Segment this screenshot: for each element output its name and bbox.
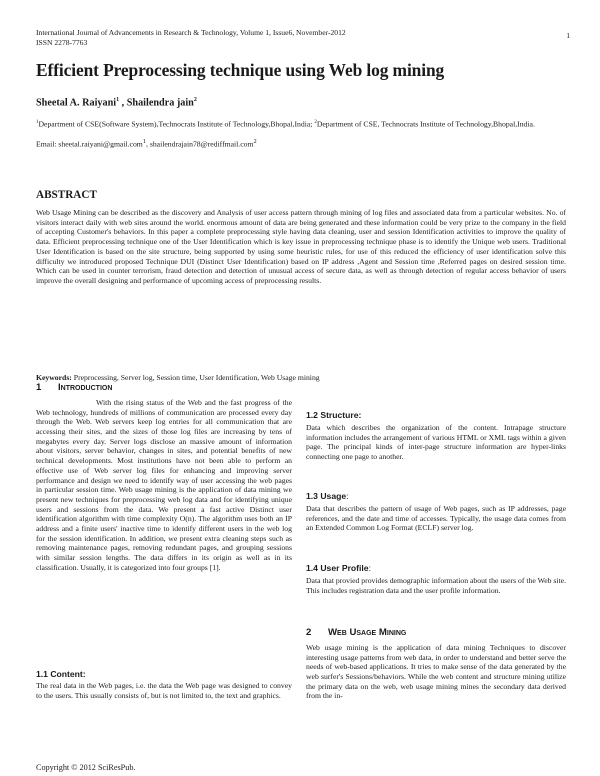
- affil-2-sup: 2: [314, 120, 317, 125]
- content-paragraph: The real data in the Web pages, i.e. the data the Web page was designed to convey to the users. This usually consists of, but is not limited to, the text and graphics.: [36, 681, 292, 700]
- keywords-text: Preprocessing, Server log, Session time, User Identification, Web Usage mining: [73, 373, 320, 382]
- subsection-1-4-heading: [306, 563, 371, 573]
- keywords: [36, 373, 566, 383]
- usage-colon: :: [346, 491, 349, 501]
- author-2-sup: 2: [193, 97, 197, 103]
- journal-header: International Journal of Advancements in Research & Technology, Volume 1, Issue6, November-2012: [36, 28, 346, 37]
- keywords-label: Keywords:: [36, 373, 74, 382]
- profile-colon: :: [368, 563, 371, 573]
- profile-title: 1.4 User Profile: [306, 563, 369, 573]
- email-label: Email:: [36, 139, 59, 149]
- affiliation-2: Department of CSE, Technocrats Institute of Technology,Bhopal,India.: [316, 119, 535, 129]
- section-2-number: 2: [306, 627, 312, 638]
- page-number: 1: [566, 31, 570, 40]
- author-list: [36, 97, 197, 108]
- email-2-sup: 2: [253, 138, 257, 145]
- email-line: [36, 137, 257, 149]
- intro-paragraph: With the rising status of the Web and the fast progress of the Web technology, hundreds of millions of communication are processed every day through the Web. Web servers keep log entries for all communication that are accessing their sites, and the sizes of those log files are increasing by tens of megabytes every day. Server logs disclose an massive amount of information about visitors, server behavior, changes in sites, and potential benefits of new technical developments. Most institutions have not been able to perform an effective use of Web server log files for enhancing and improving server performance and design we need to identify way of user accessing the web pages in particular session time. Web usage mining is the application of data mining we present new techniques for preprocessing web log data and for identifying unique users and sessions from the data. We present a fast active Distinct user identification algorithm with time complexity O(n). The algorithm uses both an IP address and a finite users' inactive time to identify different users in the web log for the session identification. In addition, we present extra cleaning steps such as removing maintenance pages, removing redundant pages, and grouping sessions with similar session lengths. The data differs in its origin as well as in its classification. Usually, it is categorized into four groups [1].: [36, 398, 292, 572]
- subsection-1-2-heading: 1.2 Structure:: [306, 410, 362, 420]
- profile-paragraph: Data that provied provides demographic information about the users of the Web site. This includes registration data and the user profile information.: [306, 576, 566, 595]
- author-separator: ,: [119, 97, 127, 109]
- paper-title: Efficient Preprocessing technique using Web log mining: [36, 60, 445, 80]
- affiliation-1: Department of CSE(Software System),Technocrats Institute of Technology,Bhopal,India;: [38, 119, 315, 129]
- abstract-text: Web Usage Mining can be described as the discovery and Analysis of user access pattern through mining of log files and associated data from a particular websites. No. of visitors interact daily with web sites around the world. enormous amount of data are being generated and these information could be very prize to the company in the field of accepting Customer's behaviors. In this paper a complete preprocessing style having data cleaning, user and session Identification activities to improve the quality of data. Efficient preprocessing technique one of the User Identification which is key issue in preprocessing technique phase is to identify the Unique web users. Traditional User Identification is based on the site structure, being supported by using some heuristic rules, for use of this reduced the efficiency of user identification solve this difficulty we introduced proposed Technique DUI (Distinct User Identification) based on IP address ,Agent and Session time ,Referred pages on desired session time. Which can be used in counter terrorism, fraud detection and detection of unusual access of secure data, as well as through detection of regular access behavior of users improve the overall designing and performance of upcoming access of preprocessing results.: [36, 208, 566, 285]
- copyright-footer: Copyright © 2012 SciResPub.: [36, 763, 136, 772]
- abstract-heading: ABSTRACT: [36, 189, 97, 201]
- subsection-1-3-heading: [306, 491, 349, 501]
- email-2[interactable]: shailendrajain78@rediffmail.com: [149, 139, 254, 149]
- affiliations: [36, 118, 566, 129]
- author-1-sup: 1: [116, 97, 120, 103]
- usage-title: 1.3 Usage: [306, 491, 347, 501]
- email-1-sup: 1: [142, 138, 146, 145]
- email-separator: ,: [145, 139, 150, 149]
- wum-paragraph: Web usage mining is the application of data mining Techniques to discover interesting usage patterns from web data, in order to understand and better serve the needs of web-based applications. It tries to make sense of the data generated by the web surfer's Sessions/behaviors. While the web content and structure mining utilize the primary data on the web, web usage mining mines the secondary data derived from the in-: [306, 643, 566, 701]
- section-1-number: 1: [36, 382, 42, 393]
- author-2: Shailendra jain: [126, 97, 194, 109]
- usage-paragraph: Data that describes the pattern of usage of Web pages, such as IP addresses, page references, and the date and time of accesses. Typically, the usage data comes from an Extended Common Log Format (ECLF) server log.: [306, 504, 566, 533]
- section-1-heading: [36, 382, 112, 393]
- section-2-heading: [306, 627, 406, 638]
- issn: ISSN 2278-7763: [36, 38, 88, 47]
- affil-1-sup: 1: [36, 120, 39, 125]
- author-1: Sheetal A. Raiyani: [36, 97, 117, 109]
- section-2-title: Web Usage Mining: [328, 627, 407, 638]
- structure-paragraph: Data which describes the organization of the content. Intrapage structure information includes the arrangement of various HTML or XML tags within a given page. The principal kinds of inter-page structure information are hyper-links connecting one page to another.: [306, 423, 566, 462]
- subsection-1-1-heading: 1.1 Content:: [36, 669, 86, 679]
- email-1[interactable]: sheetal.raiyani@gmail.com: [58, 139, 143, 149]
- section-1-title: Introduction: [58, 382, 113, 393]
